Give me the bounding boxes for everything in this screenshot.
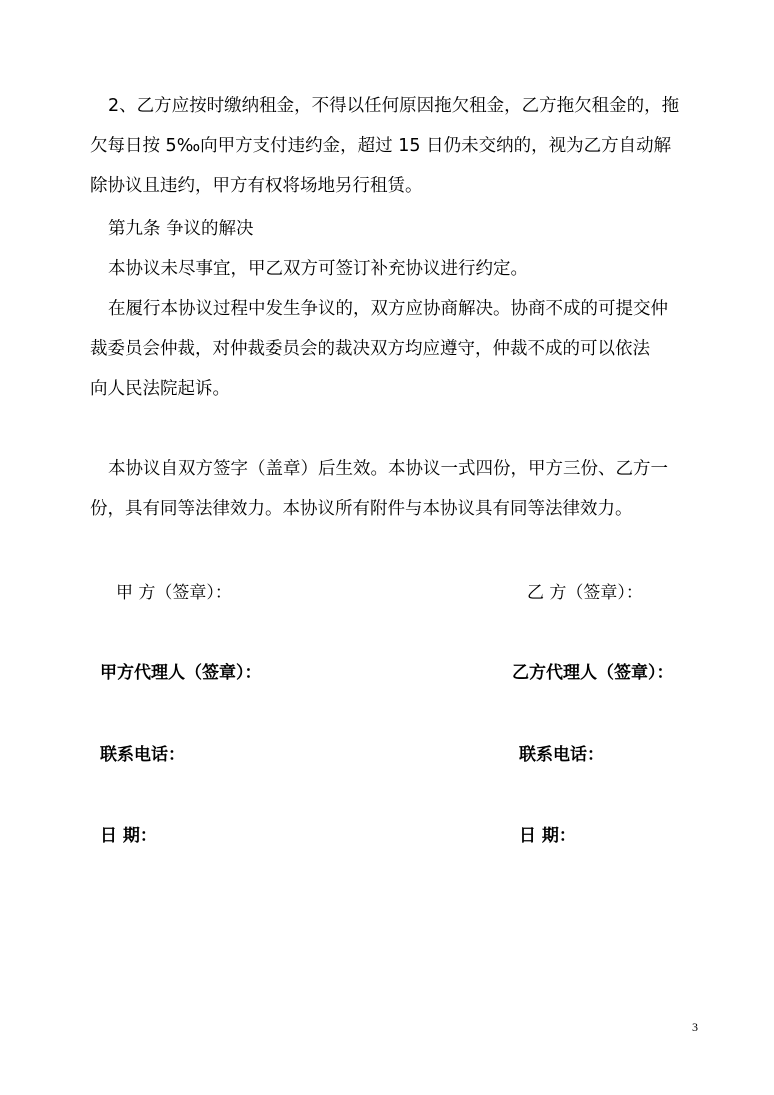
party-b-date-label: 日 期： (519, 826, 576, 846)
party-b-signature-label: 乙 方（签章）： (527, 583, 643, 603)
party-b-phone-label: 联系电话： (519, 745, 604, 765)
article9-paragraph-1: 本协议未尽事宜，甲乙双方可签订补充协议进行约定。 (108, 259, 528, 279)
party-a-signature-label: 甲 方（签章）： (116, 583, 232, 603)
effect-clause-line-2: 份，具有同等法律效力。本协议所有附件与本协议具有同等法律效力。 (90, 499, 633, 519)
page-number: 3 (692, 1020, 698, 1034)
party-a-agent-label: 甲方代理人（签章）： (100, 663, 262, 683)
article9-paragraph-2-line-3: 向人民法院起诉。 (90, 379, 230, 399)
party-b-agent-label: 乙方代理人（签章）： (512, 663, 674, 683)
clause2-line-2: 欠每日按 5‰向甲方支付违约金，超过 15 日仍未交纳的，视为乙方自动解 (90, 136, 672, 156)
article9-title: 第九条 争议的解决 (108, 219, 254, 239)
party-a-date-label: 日 期： (100, 826, 157, 846)
party-a-phone-label: 联系电话： (100, 745, 185, 765)
clause2-line-3: 除协议且违约，甲方有权将场地另行租赁。 (90, 176, 423, 196)
effect-clause-line-1: 本协议自双方签字（盖章）后生效。本协议一式四份，甲方三份、乙方一 (108, 459, 668, 479)
clause2-line-1: 2、乙方应按时缴纳租金，不得以任何原因拖欠租金，乙方拖欠租金的，拖 (108, 96, 680, 116)
article9-paragraph-2-line-1: 在履行本协议过程中发生争议的，双方应协商解决。协商不成的可提交仲 (108, 299, 668, 319)
article9-paragraph-2-line-2: 裁委员会仲裁，对仲裁委员会的裁决双方均应遵守，仲裁不成的可以依法 (90, 339, 650, 359)
